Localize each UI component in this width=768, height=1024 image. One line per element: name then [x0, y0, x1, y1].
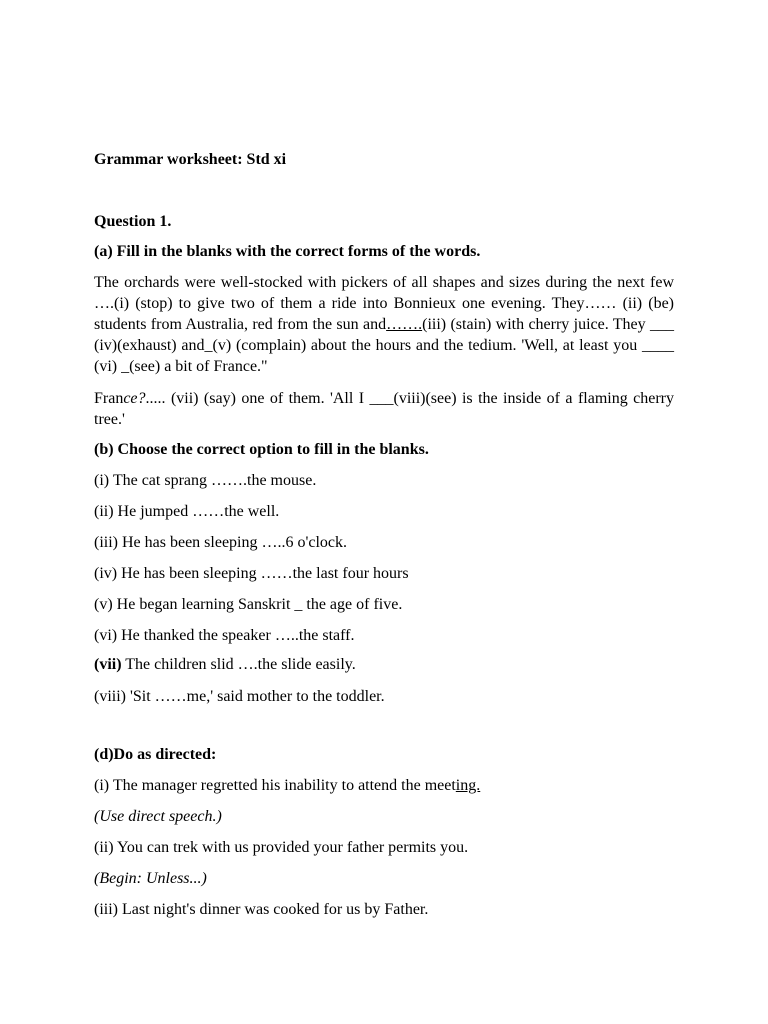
question-1-text: (i) The manager regretted his inability to attend the meet	[94, 777, 456, 794]
list-item: (iii) He has been sleeping …..6 o'clock.	[94, 534, 348, 551]
question-2-hint: (Begin: Unless...)	[94, 870, 207, 887]
worksheet-title: Grammar worksheet: Std xi	[94, 151, 287, 168]
section-a-paragraph-2	[94, 388, 674, 430]
section-d-heading: (d)Do as directed:	[94, 746, 217, 763]
section-d-question-2: (ii) You can trek with us provided your father permits you.	[94, 839, 469, 856]
paragraph-2-start: Fran	[94, 390, 124, 407]
paragraph-2-italic: ce?	[123, 390, 146, 407]
question-1-hint: (Use direct speech.)	[94, 808, 222, 825]
paragraph-1-part-1: The orchards were well-stocked with pickers of all shapes and sizes during the next few ….(i) (stop) to give two of them a ride into Bonnieux one evening. They…… (ii) (be) students from Australia, red from the sun and	[94, 274, 674, 333]
question-heading: Question 1.	[94, 213, 172, 230]
section-a-heading: (a) Fill in the blanks with the correct forms of the words.	[94, 243, 481, 260]
section-d-question-1	[94, 776, 480, 796]
question-1-underlined: ing.	[455, 777, 481, 794]
paragraph-2-rest: ..... (vii) (say) one of them. 'All I ___(viii)(see) is the inside of a flaming cherry tree.'	[94, 390, 674, 428]
item-vii-text: The children slid ….the slide easily.	[121, 656, 356, 673]
list-item: (ii) He jumped ……the well.	[94, 503, 280, 520]
blank-iii: …….	[386, 316, 423, 333]
section-a-paragraph-1	[94, 272, 674, 377]
section-d-question-3: (iii) Last night's dinner was cooked for us by Father.	[94, 901, 429, 918]
list-item: (i) The cat sprang …….the mouse.	[94, 472, 317, 489]
list-item: (v) He began learning Sanskrit _ the age of five.	[94, 596, 403, 613]
list-item: (iv) He has been sleeping ……the last four hours	[94, 565, 409, 582]
paragraph-1-part-2: (iii) (stain) with cherry juice. They ___ (iv)(exhaust) and_(v) (complain) about the hours and the tedium. 'Well, at least you ____ (vi) _(see) a bit of France."	[94, 316, 675, 375]
item-vii-label: (vii)	[94, 656, 122, 673]
section-b-heading: (b) Choose the correct option to fill in the blanks.	[94, 441, 429, 458]
list-item: (viii) 'Sit ……me,' said mother to the toddler.	[94, 688, 385, 705]
list-item-vii	[94, 655, 356, 675]
list-item: (vi) He thanked the speaker …..the staff.	[94, 627, 355, 644]
